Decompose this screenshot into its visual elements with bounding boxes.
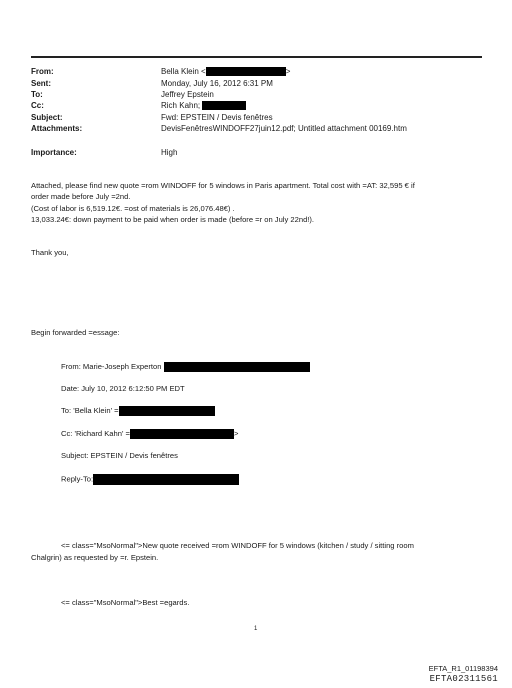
redaction-block	[164, 362, 310, 372]
fwd-date-row: Date: July 10, 2012 6:12:50 PM EDT	[61, 384, 185, 393]
body-line: 13,033.24€: down payment to be paid when order is made (before =r on July 22nd!).	[31, 215, 315, 224]
redaction-block	[93, 474, 239, 485]
cc-label: Cc:	[31, 101, 44, 110]
to-value: Jeffrey Epstein	[161, 90, 214, 99]
body-line: (Cost of labor is 6,519.12€. =ost of materials is 26,076.48€) .	[31, 204, 235, 213]
body-line: Attached, please find new quote =rom WINDOFF for 5 windows in Paris apartment. Total cost with =AT: 32,595 € if	[31, 181, 415, 190]
fwd-regards: <= class="MsoNormal">Best =egards.	[61, 598, 190, 607]
fwd-message-line: <= class="MsoNormal">New quote received =rom WINDOFF for 5 windows (kitchen / study / sitting room	[61, 541, 414, 550]
importance-label: Importance:	[31, 148, 77, 157]
bates-stamp-large: EFTA02311561	[429, 674, 498, 684]
attachments-value[interactable]: DevisFenêtresWINDOFF27juin12.pdf; Untitled attachment 00169.htm	[161, 124, 407, 133]
header-rule	[31, 56, 482, 58]
importance-value: High	[161, 148, 178, 157]
from-label: From:	[31, 67, 54, 76]
fwd-subject-row: Subject: EPSTEIN / Devis fenêtres	[61, 451, 178, 460]
body-line: order made before July =2nd.	[31, 192, 131, 201]
fwd-cc-row: Cc: 'Richard Kahn' = >	[61, 429, 239, 438]
sent-value: Monday, July 16, 2012 6:31 PM	[161, 79, 273, 88]
attachments-label: Attachments:	[31, 124, 83, 133]
cc-value: Rich Kahn;	[161, 101, 246, 111]
bates-stamp-small: EFTA_R1_01198394	[428, 664, 498, 673]
redaction-block	[130, 429, 234, 439]
from-value: Bella Klein < >	[161, 67, 291, 76]
to-label: To:	[31, 90, 43, 99]
fwd-message-line: Chalgrin) as requested by =r. Epstein.	[31, 553, 159, 562]
subject-label: Subject:	[31, 113, 63, 122]
page-number: 1	[254, 626, 258, 632]
redaction-block	[206, 67, 286, 76]
fwd-to-row: To: 'Bella Klein' =	[61, 406, 215, 416]
fwd-from-row: From: Marie-Joseph Experton	[61, 362, 310, 372]
fwd-replyto-row: Reply-To:	[61, 474, 239, 485]
redaction-block	[119, 406, 215, 416]
redaction-block	[202, 101, 246, 110]
forward-intro: Begin forwarded =essage:	[31, 328, 120, 337]
thanks-text: Thank you,	[31, 248, 69, 257]
subject-value: Fwd: EPSTEIN / Devis fenêtres	[161, 113, 273, 122]
sent-label: Sent:	[31, 79, 51, 88]
